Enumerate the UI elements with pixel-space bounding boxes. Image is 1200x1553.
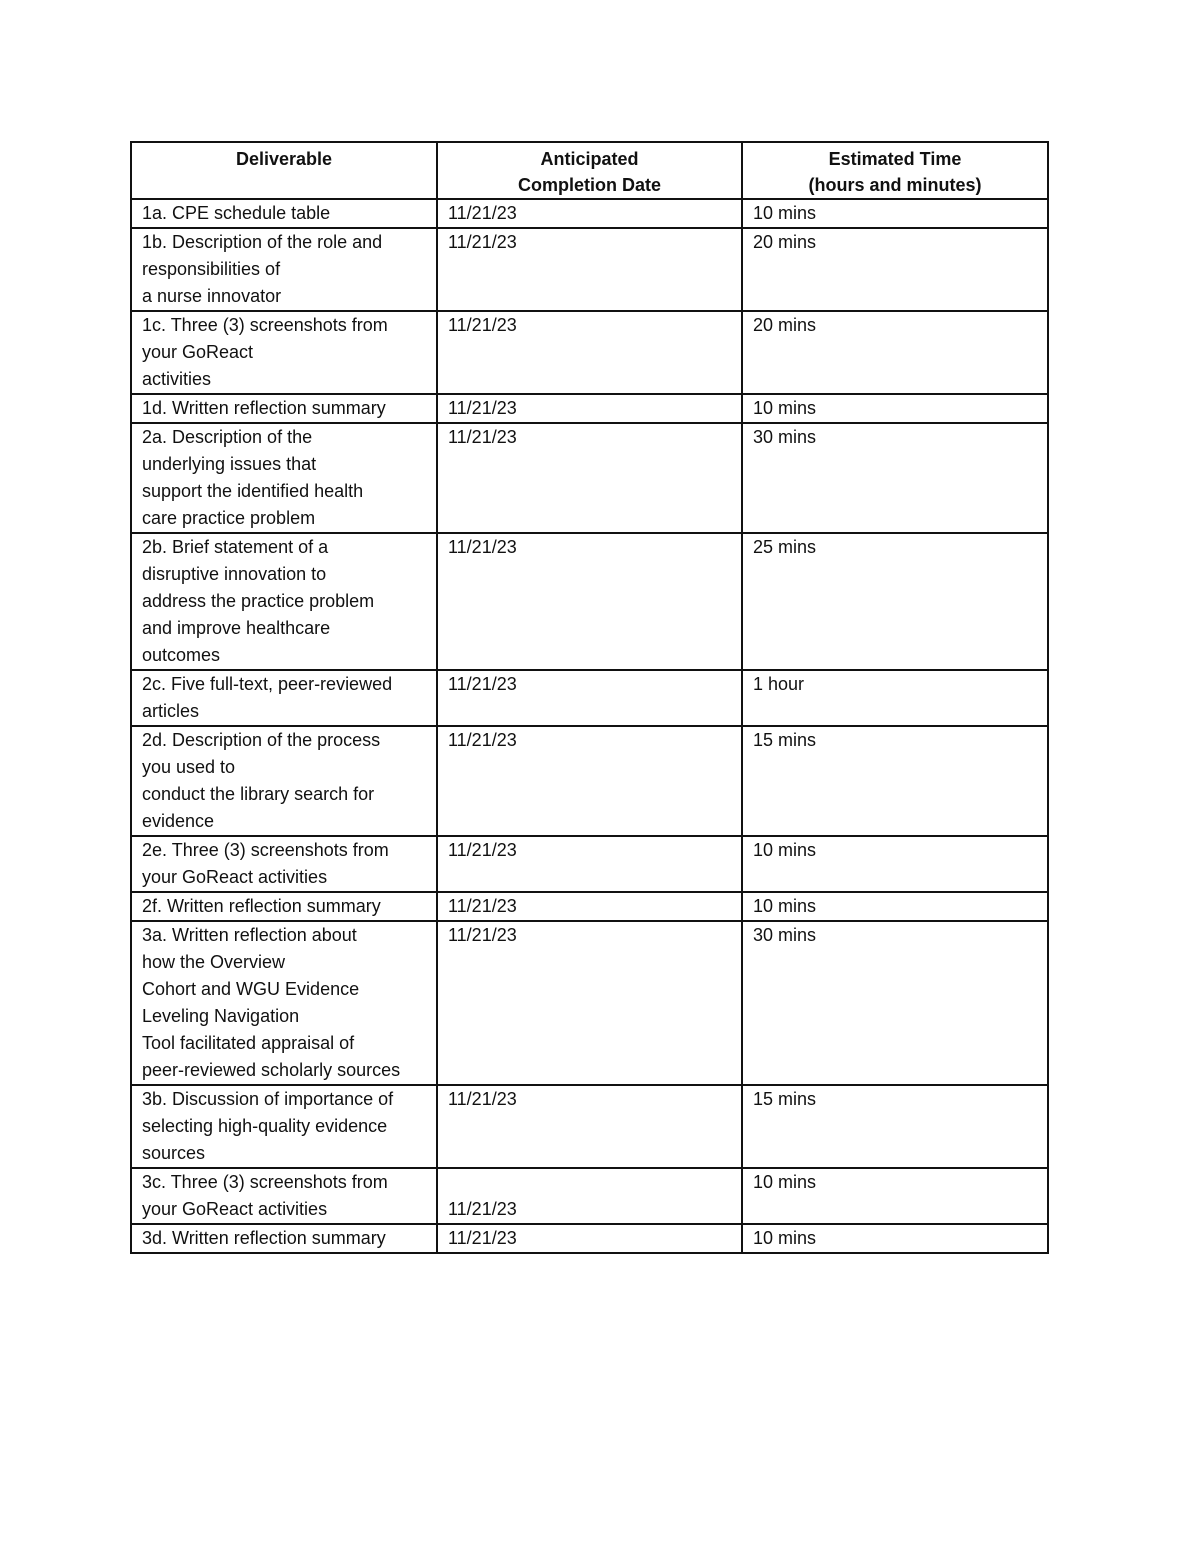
- table-row: [131, 892, 1048, 921]
- table-row: [131, 533, 1048, 670]
- time-cell: 30 mins: [742, 423, 1048, 533]
- deliverable-cell: 2f. Written reflection summary: [131, 892, 437, 921]
- time-cell: 10 mins: [742, 199, 1048, 228]
- date-cell: 11/21/23: [437, 533, 742, 670]
- deliverable-cell: 3b. Discussion of importance of selecting high-quality evidence sources: [131, 1085, 437, 1168]
- deliverable-cell: 3c. Three (3) screenshots from your GoReact activities: [131, 1168, 437, 1224]
- table-row: [131, 311, 1048, 394]
- time-cell: 20 mins: [742, 311, 1048, 394]
- date-cell: 11/21/23: [437, 726, 742, 836]
- deliverable-cell: 2a. Description of the underlying issues that support the identified health care practice problem: [131, 423, 437, 533]
- date-cell: 11/21/23: [437, 1168, 742, 1224]
- header-estimated-time: Estimated Time (hours and minutes): [742, 142, 1048, 199]
- time-cell: 15 mins: [742, 726, 1048, 836]
- deliverable-cell: 3a. Written reflection about how the Overview Cohort and WGU Evidence Leveling Navigation Tool facilitated appraisal of peer-reviewed scholarly sources: [131, 921, 437, 1085]
- deliverable-cell: 2c. Five full-text, peer-reviewed articles: [131, 670, 437, 726]
- time-cell: 10 mins: [742, 394, 1048, 423]
- time-cell: 1 hour: [742, 670, 1048, 726]
- table-row: [131, 921, 1048, 1085]
- deliverable-cell: 2e. Three (3) screenshots from your GoReact activities: [131, 836, 437, 892]
- table-row: [131, 1085, 1048, 1168]
- deliverable-cell: 1b. Description of the role and responsibilities of a nurse innovator: [131, 228, 437, 311]
- deliverables-table: [130, 141, 1049, 1254]
- deliverable-cell: 2d. Description of the process you used to conduct the library search for evidence: [131, 726, 437, 836]
- table-row: [131, 199, 1048, 228]
- deliverable-cell: 2b. Brief statement of a disruptive innovation to address the practice problem and improve healthcare outcomes: [131, 533, 437, 670]
- date-cell: 11/21/23: [437, 670, 742, 726]
- date-cell: 11/21/23: [437, 921, 742, 1085]
- time-cell: 15 mins: [742, 1085, 1048, 1168]
- time-cell: 10 mins: [742, 1224, 1048, 1253]
- date-cell: 11/21/23: [437, 892, 742, 921]
- deliverable-cell: 3d. Written reflection summary: [131, 1224, 437, 1253]
- deliverable-cell: 1a. CPE schedule table: [131, 199, 437, 228]
- header-row: [131, 142, 1048, 199]
- table-row: [131, 836, 1048, 892]
- date-cell: 11/21/23: [437, 199, 742, 228]
- date-cell: 11/21/23: [437, 311, 742, 394]
- date-cell: 11/21/23: [437, 1224, 742, 1253]
- table-row: [131, 726, 1048, 836]
- time-cell: 10 mins: [742, 1168, 1048, 1224]
- date-cell: 11/21/23: [437, 836, 742, 892]
- time-cell: 10 mins: [742, 836, 1048, 892]
- deliverable-cell: 1c. Three (3) screenshots from your GoReact activities: [131, 311, 437, 394]
- deliverable-cell: 1d. Written reflection summary: [131, 394, 437, 423]
- table-row: [131, 394, 1048, 423]
- date-cell: 11/21/23: [437, 394, 742, 423]
- table-row: [131, 670, 1048, 726]
- time-cell: 10 mins: [742, 892, 1048, 921]
- header-completion-date: Anticipated Completion Date: [437, 142, 742, 199]
- table-row: [131, 1224, 1048, 1253]
- header-deliverable: Deliverable: [131, 142, 437, 199]
- date-cell: 11/21/23: [437, 228, 742, 311]
- table-row: [131, 228, 1048, 311]
- time-cell: 30 mins: [742, 921, 1048, 1085]
- time-cell: 20 mins: [742, 228, 1048, 311]
- date-cell: 11/21/23: [437, 1085, 742, 1168]
- table-row: [131, 423, 1048, 533]
- time-cell: 25 mins: [742, 533, 1048, 670]
- table-row: [131, 1168, 1048, 1224]
- date-cell: 11/21/23: [437, 423, 742, 533]
